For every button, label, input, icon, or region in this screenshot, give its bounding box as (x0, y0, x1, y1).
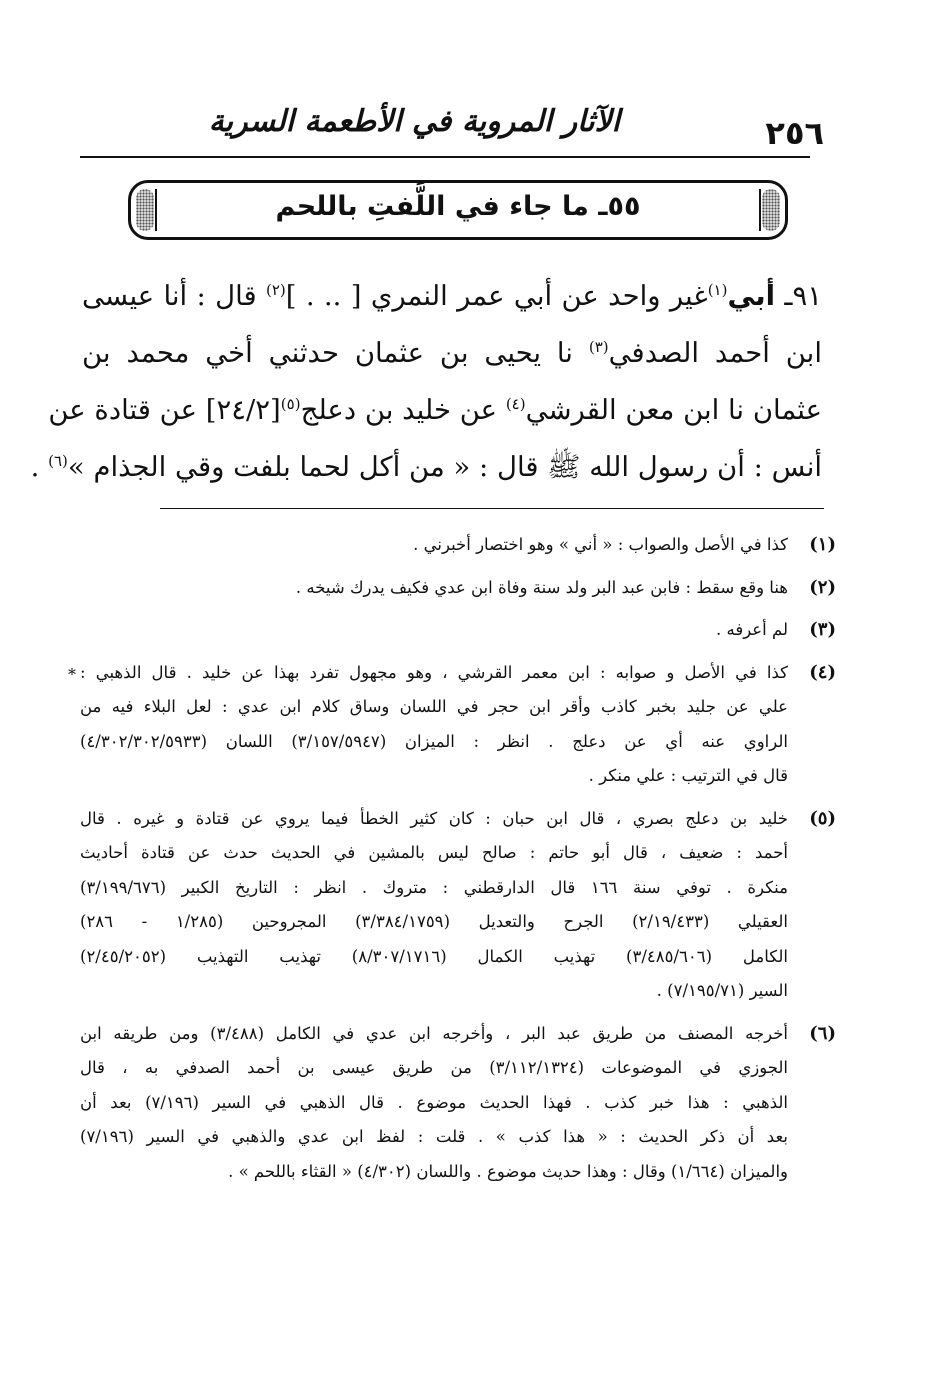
narrator-name: أبي (727, 280, 776, 312)
footnote-ref: (٥) (280, 394, 301, 413)
footnote-number: (٦) (809, 1022, 836, 1044)
footnote-line: كذا في الأصل و صوابه : ابن معمر القرشي ، وهو مجهول تفرد بهذا عن خليد . قال الذهبي : (80, 662, 788, 682)
footnote-ref: (٣) (588, 337, 609, 356)
footnote (80, 613, 836, 648)
footnote-ref: (٦) (48, 451, 68, 470)
hadith-segment: [٢٤/٢] عن قتادة عن (48, 394, 281, 426)
page-number: ٢٥٦ (765, 114, 824, 152)
hadith-number: ٩١ـ (784, 280, 822, 312)
footnote-number: (٥) (809, 807, 836, 829)
header-rule (80, 156, 810, 158)
footnote-line: الذهبي : هذا خبر كذب . فهذا الحديث موضوع . قال الذهبي في السير (٧/١٩٦) بعد أن (80, 1092, 788, 1112)
hadith-line (82, 325, 822, 382)
hadith-segment: ابن أحمد الصدفي (608, 337, 822, 369)
hadith-segment: عثمان نا ابن معن القرشي (525, 394, 822, 426)
footnotes (68, 528, 836, 1197)
footnote-line: هنا وقع سقط : فابن عبد البر ولد سنة وفاة ابن عدي فكيف يدرك شيخه . (295, 577, 788, 597)
running-header (80, 92, 824, 150)
hadith-segment: قال : أنا عيسى (82, 280, 266, 312)
footnote-line: والميزان (١/٦٦٤) وقال : وهذا حديث موضوع . واللسان (٤/٣٠٢) « القثاء باللحم » . (228, 1161, 788, 1181)
footnote (80, 528, 836, 563)
footnote (80, 571, 836, 606)
hadith-segment: عن خليد بن دعلج (300, 394, 506, 426)
hadith-line (30, 439, 822, 496)
footnote-number: (٣) (809, 619, 836, 640)
footnote-line: أحمد : ضعيف ، قال أبو حاتم : صالح ليس بالمشين في الحديث حدث عن قتادة أحاديث (80, 843, 788, 862)
hadith-segment: . (30, 451, 49, 483)
book-title-calligraphy: الآثار المروية في الأطعمة السرية (208, 104, 620, 139)
margin-asterisk: * (68, 664, 76, 684)
footnote-line: لم أعرفه . (715, 620, 788, 639)
footnote-ref: (٤) (505, 394, 526, 413)
footnote (80, 1017, 836, 1190)
hadith-line (48, 382, 822, 439)
chapter-banner (128, 180, 788, 240)
footnote (68, 656, 836, 794)
footnote-line: الجوزي في الموضوعات (٣/١١٢/١٣٢٤) من طريق عيسى بن أحمد الصدفي به ، قال (80, 1058, 788, 1077)
hadith-segment: غير واحد عن أبي عمر النمري [ .. . ] (285, 280, 708, 312)
footnote-line: الكامل (٣/٤٨٥/٦٠٦) تهذيب الكمال (٨/٣٠٧/١٧١٦) تهذيب التهذيب (٢/٤٥/٢٠٥٢) (80, 946, 788, 966)
footnote-line: السير (٧/١٩٥/٧١) . (656, 981, 788, 1000)
footnote (80, 802, 836, 1009)
hadith-segment: أنس : أن رسول الله ﷺ قال : « من أكل لحما بلفت وقي الجذام » (67, 451, 822, 483)
hadith-text (30, 268, 822, 496)
footnote-ref: (١) (707, 280, 728, 299)
footnote-line: علي عن جليد بخبر كاذب وأقر ابن حجر في اللسان وساق كلام ابن عدي : لعل البلاء فيه من (80, 697, 788, 716)
footnote-line: الراوي عنه أي عن دعلج . انظر : الميزان (٣/١٥٧/٥٩٤٧) اللسان (٤/٣٠٢/٣٠٢/٥٩٣٣) (80, 731, 788, 751)
footnote-line: قال في الترتيب : علي منكر . (588, 766, 788, 785)
footnote-line: أخرجه المصنف من طريق عبد البر ، وأخرجه ابن عدي في الكامل (٣/٤٨٨) ومن طريقه ابن (80, 1023, 789, 1043)
footnote-line: كذا في الأصل والصواب : « أني » وهو اختصار أخبرني . (413, 535, 788, 554)
footnote-number: (١) (809, 534, 836, 555)
footnote-separator (160, 508, 824, 509)
footnote-line: العقيلي (٢/١٩/٤٣٣) الجرح والتعديل (٣/٣٨٤/١٧٥٩) المجروحين (١/٢٨٥ - ٢٨٦) (80, 912, 788, 931)
hadith-line (82, 268, 822, 325)
hadith-segment: نا يحيى بن عثمان حدثني أخي محمد بن (82, 337, 589, 369)
footnote-line: منكرة . توفي سنة ١٦٦ قال الدارقطني : متروك . انظر : التاريخ الكبير (٣/١٩٩/٦٧٦) (80, 877, 788, 897)
footnote-line: خليد بن دعلج بصري ، قال ابن حبان : كان كثير الخطأ فيما يروي عن قتادة و غيره . قال (80, 808, 788, 828)
chapter-title: ٥٥ـ ما جاء في اللَّفتِ باللحم (275, 191, 641, 222)
footnote-number: (٤) (809, 661, 836, 683)
footnote-number: (٢) (809, 576, 836, 598)
footnote-line: بعد أن ذكر الحديث : « هذا كذب » . قلت : لفظ ابن عدي والذهبي في السير (٧/١٩٦) (80, 1127, 788, 1146)
footnote-ref: (٢) (265, 280, 286, 299)
